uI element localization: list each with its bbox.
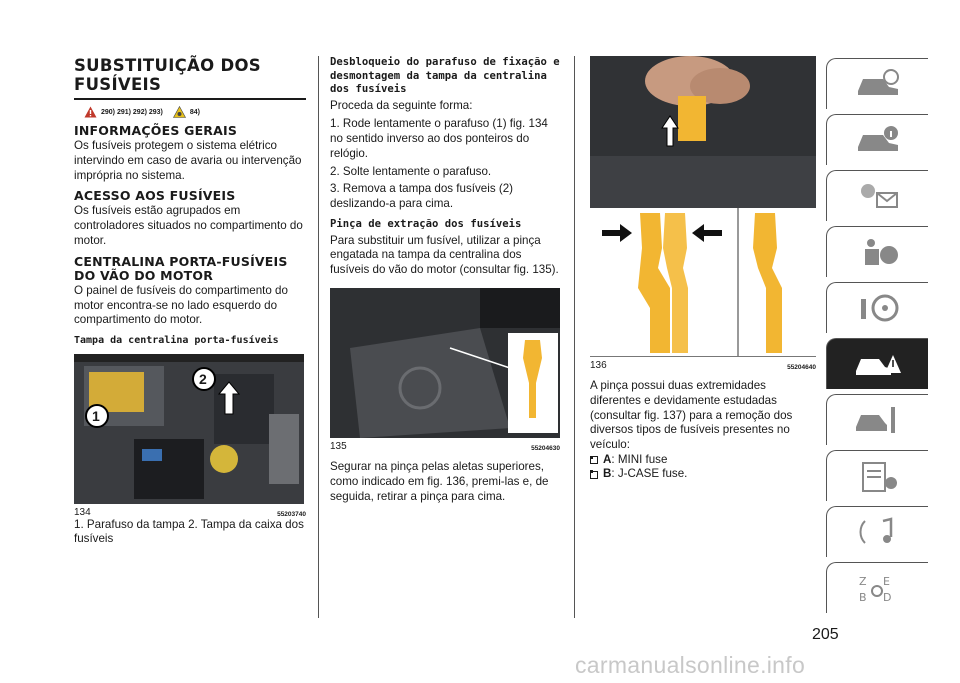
- item-key: B: [603, 467, 612, 481]
- figure-134-caption: 1. Parafuso da tampa 2. Tampa da caixa dos fusíveis: [74, 517, 304, 546]
- paragraph-proceed: Proceda da seguinte forma:: [330, 98, 473, 112]
- item-text: : MINI fuse: [611, 452, 668, 466]
- multimedia-icon: [853, 515, 903, 549]
- emergency-breakdown-icon: [853, 347, 903, 381]
- figure-134-caption-line: [74, 507, 306, 518]
- tab-technical-data[interactable]: [826, 450, 928, 501]
- engine-bay-illustration: [74, 354, 304, 504]
- figure-136-photo-top: [590, 56, 816, 208]
- figure-136-caption-line: [590, 360, 816, 371]
- paragraph-engine-fuse-box: O painel de fusíveis do compartimento do motor encontra-se no lado esquerdo do compartimento do motor.: [74, 283, 288, 327]
- alphabetical-index-icon: [853, 571, 903, 605]
- item-key: A: [603, 452, 612, 466]
- figure-code: 55203740: [277, 510, 306, 518]
- engine-cover-illustration: [330, 288, 560, 438]
- item-text: : J-CASE fuse.: [611, 467, 688, 481]
- warning-refs-environment: 84): [189, 108, 201, 116]
- paragraph-fuse-puller: Para substituir um fusível, utilizar a pinça engatada na tampa da centralina dos fusíveis do vão do motor (consultar fig. 135).: [330, 233, 559, 277]
- tab-warning-lights[interactable]: [826, 170, 928, 221]
- section-title: SUBSTITUIÇÃO DOS FUSÍVEIS: [74, 56, 306, 100]
- figure-code: 55204640: [787, 364, 816, 371]
- tab-multimedia[interactable]: [826, 506, 928, 557]
- bullet-icon: [590, 456, 598, 464]
- svg-text:E: E: [882, 575, 890, 588]
- environment-triangle-icon: [173, 106, 186, 118]
- warning-refs-danger: 290) 291) 292) 293): [101, 108, 163, 116]
- step-3: 3. Remova a tampa dos fusíveis (2) deslizando-a para cima.: [330, 182, 514, 211]
- figure-number: 134: [74, 506, 91, 518]
- heading-fuse-puller: Pinça de extração dos fusíveis: [330, 218, 522, 231]
- airbag-safety-icon: [853, 235, 903, 269]
- right-column: [590, 56, 816, 482]
- page-number: 205: [812, 626, 839, 643]
- warning-references: [84, 106, 306, 118]
- middle-column: [330, 56, 560, 504]
- paragraph-fuse-access: Os fusíveis estão agrupados em controladores situados no compartimento do motor.: [74, 204, 303, 247]
- heading-fuse-box-cover: Tampa da centralina porta-fusíveis: [74, 335, 279, 347]
- callout-2: 2: [199, 370, 207, 387]
- figure-number: 136: [590, 360, 607, 371]
- figure-number: 135: [330, 440, 347, 452]
- tab-starting-driving[interactable]: [826, 282, 928, 333]
- tab-emergency[interactable]: [826, 338, 928, 389]
- list-item-mini-fuse: [590, 453, 816, 468]
- watermark: carmanualsonline.info: [575, 652, 806, 678]
- tab-dashboard[interactable]: [826, 58, 928, 109]
- figure-134-photo: [74, 354, 304, 504]
- car-info-icon: [853, 123, 903, 157]
- hands-pinching-puller-illustration: [590, 56, 816, 208]
- heading-engine-fuse-box: CENTRALINA PORTA-FUSÍVEIS DO VÃO DO MOTOR: [74, 253, 288, 283]
- car-dashboard-icon: [853, 67, 903, 101]
- tab-maintenance[interactable]: [826, 394, 928, 445]
- step-1: 1. Rode lentamente o parafuso (1) fig. 134 no sentido inverso ao dos ponteiros do relógio.: [330, 117, 548, 160]
- bullet-icon: [590, 471, 598, 479]
- figure-code: 55204630: [531, 444, 560, 452]
- paragraph-puller-ends: A pinça possui duas extremidades diferentes e devidamente estudadas (consultar fig. 137) para a remoção dos diversos tipos de fusíveis presentes no veículo:: [590, 379, 793, 452]
- column-divider: [574, 56, 575, 618]
- paragraph-hold-puller: Segurar na pinça pelas aletas superiores, como indicado em fig. 136, premi-las e, de seguida, retirar a pinça para cima.: [330, 459, 549, 503]
- heading-general-info: INFORMAÇÕES GERAIS: [74, 123, 238, 138]
- list-item-jcase-fuse: [590, 467, 816, 482]
- paragraph-general-info: Os fusíveis protegem o sistema elétrico intervindo em caso de avaria ou intervenção imprópria no sistema.: [74, 139, 302, 182]
- left-column: [74, 56, 306, 547]
- callout-1: 1: [92, 407, 100, 424]
- chapter-tabs: [826, 58, 928, 618]
- heading-fuse-access: ACESSO AOS FUSÍVEIS: [74, 188, 236, 204]
- warning-lights-icon: [853, 179, 903, 213]
- step-2: 2. Solte lentamente o parafuso.: [330, 164, 492, 178]
- column-divider: [318, 56, 319, 618]
- car-maintenance-icon: [853, 403, 903, 437]
- tab-safety[interactable]: [826, 226, 928, 277]
- svg-text:D: D: [882, 591, 891, 604]
- heading-unlock-screw: Desbloqueio do parafuso de fixação e desmontagem da tampa da centralina dos fusíveis: [330, 56, 560, 95]
- svg-text:B: B: [858, 591, 867, 604]
- fuse-puller-diagram: [590, 208, 816, 356]
- figure-136-puller-drawing: [590, 208, 816, 357]
- danger-triangle-icon: [84, 106, 97, 118]
- tab-vehicle-info[interactable]: [826, 114, 928, 165]
- svg-text:Z: Z: [858, 575, 867, 588]
- tab-index[interactable]: [826, 562, 928, 613]
- figure-135-caption-line: [330, 441, 560, 452]
- steering-wheel-key-icon: [853, 291, 903, 325]
- figure-135-photo: [330, 288, 560, 438]
- technical-data-icon: [853, 459, 903, 493]
